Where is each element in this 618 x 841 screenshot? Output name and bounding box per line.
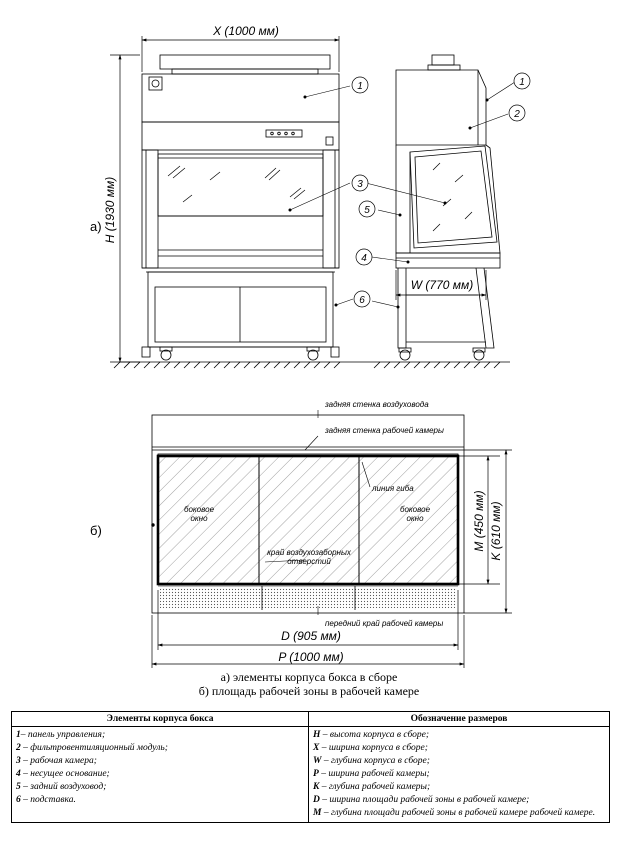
rear-wall-chamber-label: задняя стенка рабочей камеры xyxy=(325,426,444,435)
control-display-icon xyxy=(266,130,302,137)
element-item: 1– панель управления; xyxy=(16,730,106,740)
panel-a-label: а) xyxy=(90,219,102,234)
side-window-right-1: боковое xyxy=(399,505,431,514)
callout-2: 2 xyxy=(514,109,520,120)
legend-header-elements: Элементы корпуса бокса xyxy=(12,712,309,727)
dim-m-label: M (450 мм) xyxy=(472,490,486,552)
callout-1a: 1 xyxy=(357,81,363,92)
intake-edge-1: край воздухозаборных xyxy=(267,548,351,557)
elements-list xyxy=(12,727,309,823)
dim-x-label: X (1000 мм) xyxy=(213,24,279,38)
dim-d-label: D (905 мм) xyxy=(281,629,341,643)
caption-line-1: а) элементы корпуса бокса в сборе xyxy=(220,670,398,684)
element-item: 6 – подставка. xyxy=(16,795,76,805)
dimension-item: H – высота корпуса в сборе; xyxy=(313,730,430,740)
ground-line xyxy=(114,362,510,368)
figure-caption xyxy=(0,670,618,698)
dim-p-label: P (1000 мм) xyxy=(278,650,344,664)
dimension-item: W – глубина корпуса в сборе; xyxy=(313,756,430,766)
callout-4: 4 xyxy=(361,253,367,264)
callout-5: 5 xyxy=(364,205,370,216)
dimensions-list xyxy=(309,727,610,823)
element-item: 5 – задний воздуховод; xyxy=(16,782,107,792)
callout-3: 3 xyxy=(357,179,363,190)
dim-w-label: W (770 мм) xyxy=(410,278,474,292)
legend-header-dimensions: Обозначение размеров xyxy=(309,712,610,727)
rear-wall-duct-label: задняя стенка воздуховода xyxy=(325,400,429,409)
side-window-left-2: окно xyxy=(190,514,208,523)
dimension-x xyxy=(142,36,339,72)
dim-h-label: H (1930 мм) xyxy=(103,176,117,244)
callout-circles xyxy=(352,73,530,307)
element-item: 2 – фильтровентиляционный модуль; xyxy=(16,743,168,753)
side-window-left-1: боковое xyxy=(183,505,215,514)
fold-line-label: линия гиба xyxy=(372,484,414,493)
legend-table xyxy=(11,711,610,823)
intake-edge-2: отверстий xyxy=(287,557,331,566)
callout-1b: 1 xyxy=(519,77,525,88)
caption-line-2: б) площадь рабочей зоны в рабочей камере xyxy=(198,684,420,698)
callout-6: 6 xyxy=(359,295,365,306)
front-edge-label: передний край рабочей камеры xyxy=(325,619,444,628)
dimension-item: P – ширина рабочей камеры; xyxy=(313,769,430,779)
side-window-right-2: окно xyxy=(406,514,424,523)
front-view xyxy=(142,55,339,360)
dimension-item: D – ширина площади рабочей зоны в рабочей камере; xyxy=(313,795,530,805)
side-view xyxy=(396,55,500,360)
dim-k-label: K (610 мм) xyxy=(489,501,503,561)
panel-b-label: б) xyxy=(90,523,102,538)
dimension-item: X – ширина корпуса в сборе; xyxy=(313,743,428,753)
dimension-item: K – глубина рабочей камеры; xyxy=(313,782,431,792)
dimension-item: M – глубина площади рабочей зоны в рабочей камере рабочей камере. xyxy=(313,808,596,818)
element-item: 3 – рабочая камера; xyxy=(16,756,97,766)
callout-leaders xyxy=(289,82,515,308)
biohazard-icon xyxy=(149,77,162,90)
element-item: 4 – несущее основание; xyxy=(16,769,110,779)
